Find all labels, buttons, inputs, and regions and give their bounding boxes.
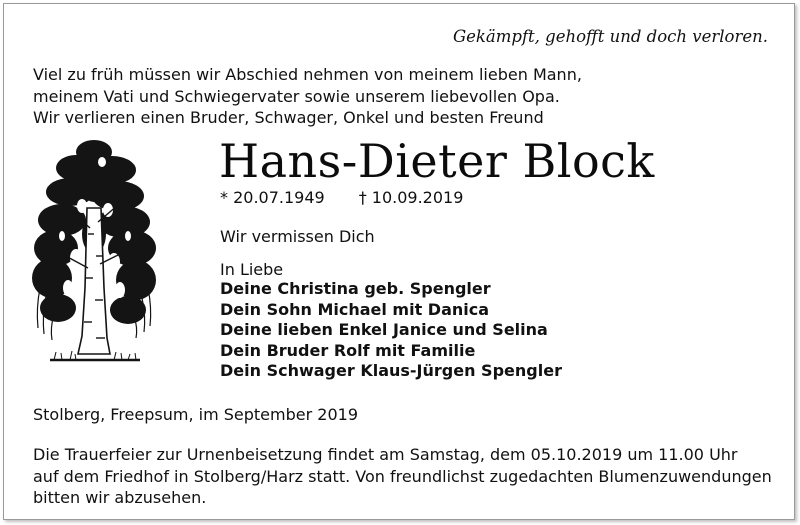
intro-line: Viel zu früh müssen wir Abschied nehmen von meinem lieben Mann, [33,65,582,84]
intro-text [33,64,582,129]
mourner-entry: Dein Bruder Rolf mit Familie [220,340,476,360]
intro-line: meinem Vati und Schwiegervater sowie unserem liebevollen Opa. [33,86,560,106]
mourner-entry: Deine lieben Enkel Janice und Selina [220,320,548,339]
deceased-name: Hans-Dieter Block [219,134,655,188]
motto: Gekämpft, gehofft und doch verloren. [452,27,768,46]
mourner-entry: Dein Schwager Klaus-Jürgen Spengler [220,361,562,380]
notice-line: Die Trauerfeier zur Urnenbeisetzung findet am Samstag, dem 05.10.2019 um 11.00 Uhr [33,445,738,464]
mourner-entry: Dein Sohn Michael mit Danica [220,299,490,319]
notice-line: bitten wir abzusehen. [33,488,207,507]
in-liebe-label: In Liebe [220,260,284,279]
miss-text: Wir vermissen Dich [220,227,375,246]
life-dates [220,188,463,207]
intro-line: Wir verlieren einen Bruder, Schwager, Onkel und besten Freund [33,108,544,127]
death-date: † 10.09.2019 [358,188,464,207]
funeral-notice [33,444,772,509]
mourner-entry: Deine Christina geb. Spengler [220,279,491,298]
birch-tree-icon [32,138,158,374]
notice-line: auf dem Friedhof in Stolberg/Harz statt. Von freundlichst zugedachten Blumenzuwendungen [33,466,772,486]
birth-date: * 20.07.1949 [220,188,325,207]
mourners-list [220,279,562,382]
obituary-card [3,3,795,520]
place-date: Stolberg, Freepsum, im September 2019 [33,405,358,424]
